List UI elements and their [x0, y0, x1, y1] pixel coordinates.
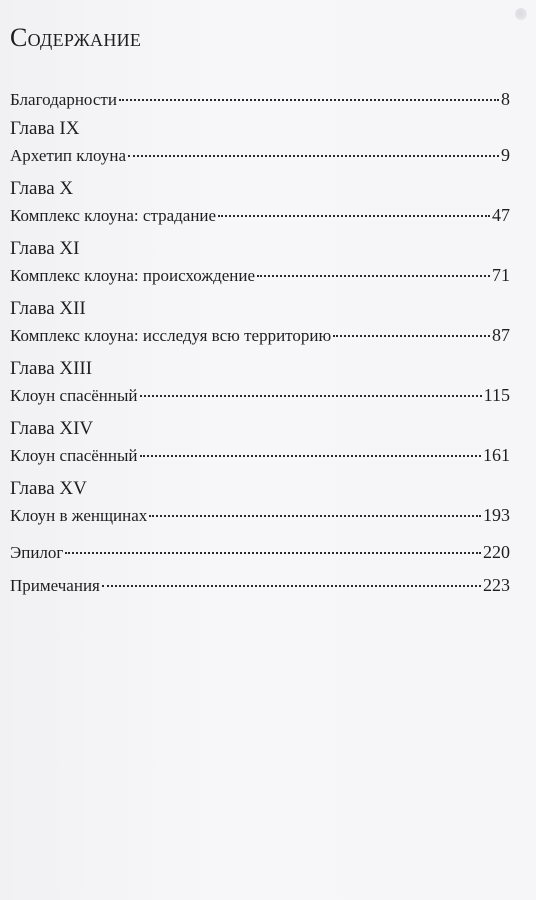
toc-entry-title: Эпилог — [10, 543, 64, 562]
toc-entry — [10, 201, 510, 230]
dot-leader — [65, 552, 481, 554]
toc-entry — [10, 441, 510, 470]
toc-entry — [10, 381, 510, 410]
toc-entry-title: Комплекс клоуна: исследуя всю территорию — [10, 326, 332, 345]
page-speck — [515, 8, 527, 20]
toc-entry-epilogue — [10, 537, 510, 567]
dot-leader — [128, 155, 499, 157]
dot-leader — [257, 275, 490, 277]
toc-page-number: 193 — [483, 505, 510, 525]
toc-entry-title: Клоун в женщинах — [10, 506, 148, 525]
toc-chapter-15 — [10, 477, 510, 530]
toc-entry-title: Комплекс клоуна: страдание — [10, 206, 217, 225]
toc-chapter-12 — [10, 297, 510, 350]
toc-chapter-14 — [10, 417, 510, 470]
toc-entry-title: Клоун спасённый — [10, 446, 138, 465]
toc-chapter-10 — [10, 177, 510, 230]
toc-page-number: 223 — [483, 575, 510, 595]
dot-leader — [140, 455, 481, 457]
dot-leader — [149, 515, 481, 517]
toc-page-number: 161 — [483, 445, 510, 465]
toc-chapter-13 — [10, 357, 510, 410]
toc-page-number: 115 — [483, 385, 510, 405]
toc-entry — [10, 321, 510, 350]
toc-entry — [10, 501, 510, 530]
toc-entry-acknowledgements — [10, 84, 510, 114]
toc-entry-title: Комплекс клоуна: происхождение — [10, 266, 256, 285]
toc-entry-title: Примечания — [10, 576, 100, 595]
table-of-contents — [10, 84, 510, 603]
toc-entry — [10, 261, 510, 290]
chapter-label: Глава XIV — [10, 418, 94, 439]
chapter-label: Глава XIII — [10, 358, 93, 379]
toc-page-number: 87 — [492, 325, 510, 345]
dot-leader — [140, 395, 482, 397]
toc-page-number: 8 — [501, 89, 510, 109]
toc-page-number: 220 — [483, 542, 510, 562]
dot-leader — [333, 335, 490, 337]
chapter-label: Глава IX — [10, 118, 80, 139]
toc-page-number: 47 — [492, 205, 510, 225]
chapter-label: Глава XV — [10, 478, 87, 499]
toc-entry-title: Благодарности — [10, 90, 117, 109]
toc-chapter-11 — [10, 237, 510, 290]
toc-chapter-9 — [10, 117, 510, 170]
toc-entry — [10, 141, 510, 170]
dot-leader — [119, 99, 499, 101]
chapter-label: Глава X — [10, 178, 74, 199]
chapter-label: Глава XI — [10, 238, 80, 259]
toc-page-number: 9 — [501, 145, 510, 165]
toc-entry-title: Клоун спасённый — [10, 386, 138, 405]
toc-entry-notes — [10, 570, 510, 600]
page-title: Содержание — [10, 23, 142, 52]
toc-page-number: 71 — [492, 265, 510, 285]
dot-leader — [218, 215, 490, 217]
chapter-label: Глава XII — [10, 298, 86, 319]
dot-leader — [102, 585, 481, 587]
toc-entry-title: Архетип клоуна — [10, 146, 127, 165]
